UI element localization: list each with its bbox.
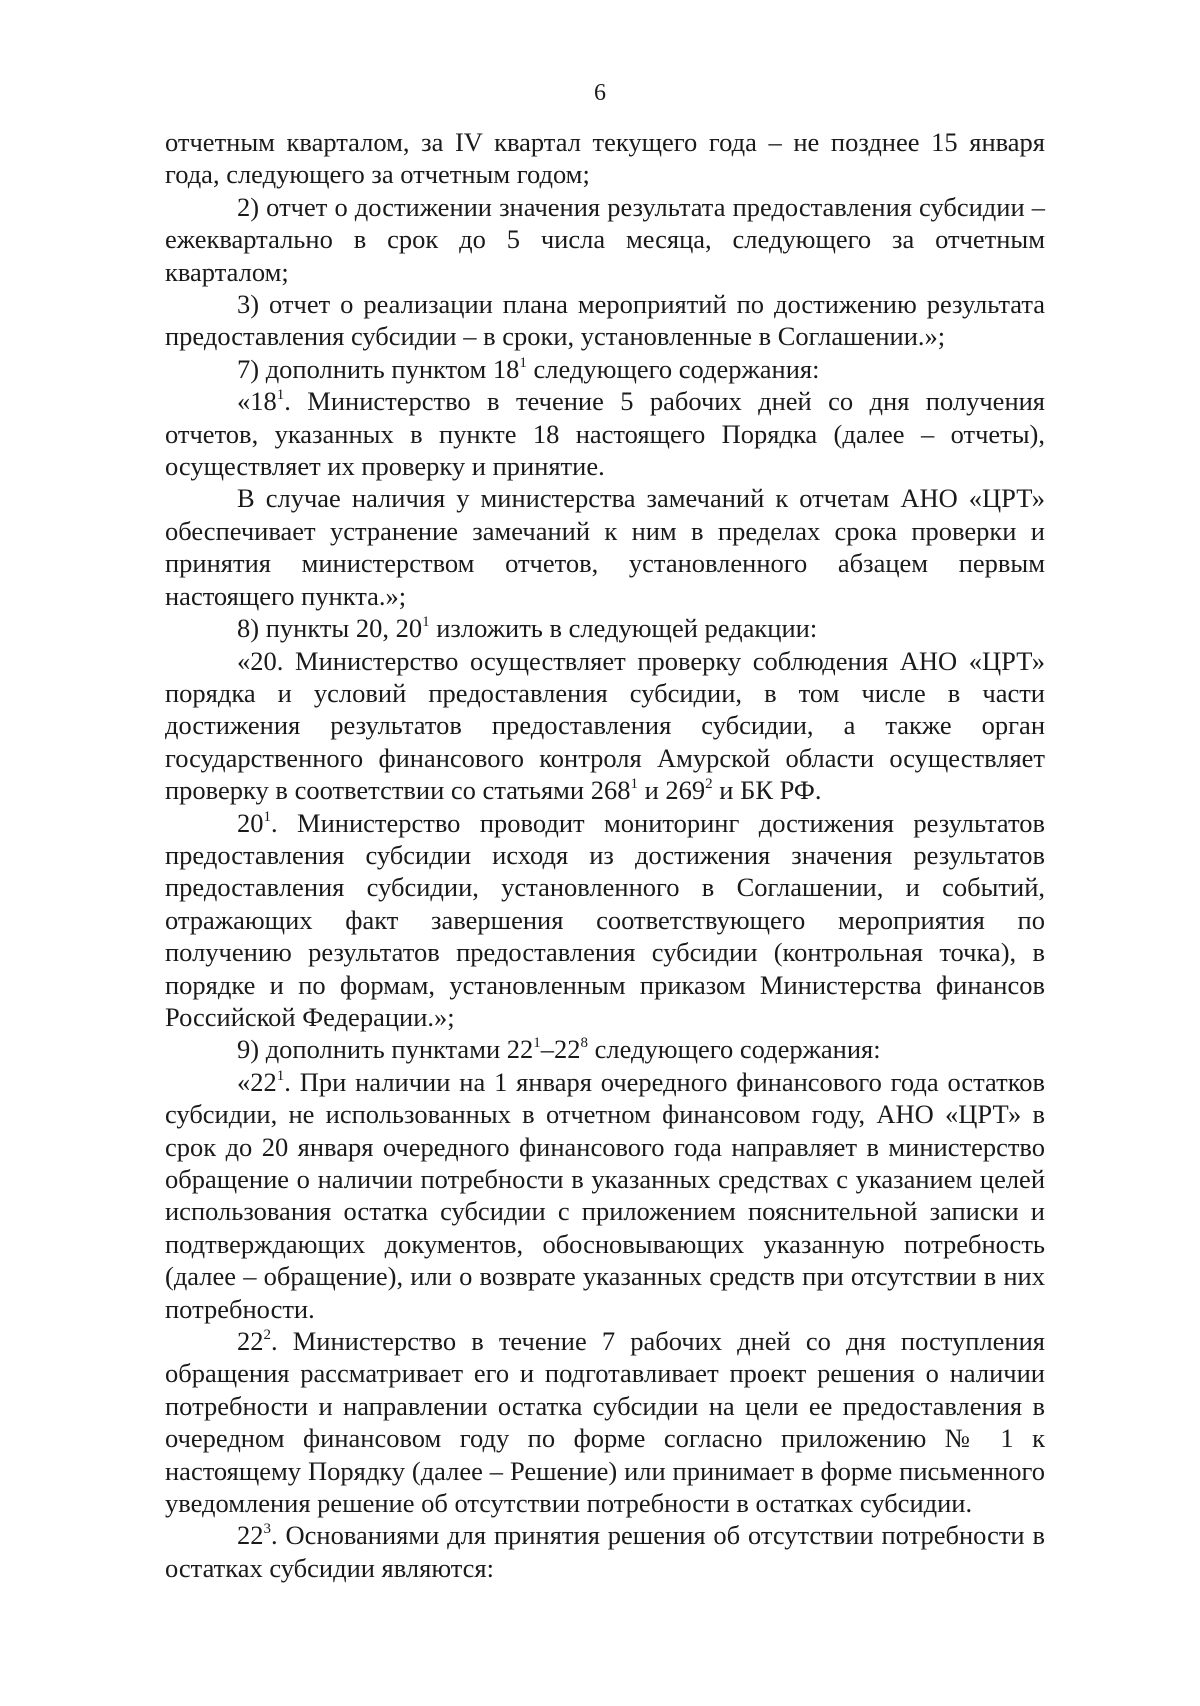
superscript: 1	[630, 776, 638, 793]
paragraph: 3) отчет о реализации плана мероприятий по достижению результата предоставления субсидии – в сроки, установленные в Соглашении.»;	[165, 289, 1045, 352]
paragraph: $22^2$. Министерство в течение 7 рабочих дней со дня поступления обращения рассматривает его и подготавливает проект решения о наличии потребности и направлении остатка субсидии на цели ее предоставления в очередном финансовом году по форме согласно приложению № 1 к настоящему Порядку (далее – Решение) или принимает в форме письменного уведомления решение об отсутствии потребности в остатках субсидии.	[165, 1326, 1045, 1519]
document-body	[165, 126, 1045, 1584]
superscript: 2	[263, 1327, 271, 1344]
superscript: 3	[263, 1521, 271, 1538]
paragraph: «$18^1$. Министерство в течение 5 рабочих дней со дня получения отчетов, указанных в пункте 18 настоящего Порядка (далее – отчеты), осуществляет их проверку и принятие.	[165, 386, 1045, 482]
page-number: 6	[594, 80, 606, 106]
superscript: 1	[519, 354, 527, 371]
paragraph: «$22^1$. При наличии на 1 января очередного финансового года остатков субсидии, не использованных в отчетном финансовом году, АНО «ЦРТ» в срок до 20 января очередного финансового года направляет в министерство обращение о наличии потребности в указанных средствах с указанием целей использования остатка субсидии с приложением пояснительной записки и подтверждающих документов, обосновывающих указанную потребность (далее – обращение), или о возврате указанных средств при отсутствии в них потребности.	[165, 1066, 1045, 1324]
superscript: 1	[263, 808, 271, 825]
paragraph: 7) дополнить пунктом $18^1$ следующего содержания:	[237, 353, 820, 384]
superscript: 1	[276, 387, 285, 404]
superscript: 8	[580, 1035, 589, 1052]
superscript: 1	[422, 614, 430, 631]
superscript: 1	[276, 1067, 285, 1084]
paragraph: отчетным кварталом, за IV квартал текущего года – не позднее 15 января года, следующего за отчетным годом;	[165, 127, 1045, 190]
paragraph: 2) отчет о достижении значения результата предоставления субсидии – ежеквартально в срок до 5 числа месяца, следующего за отчетным кварталом;	[165, 191, 1045, 287]
paragraph: $20^1$. Министерство проводит мониторинг достижения результатов предоставления субсидии исходя из достижения значения результатов предоставления субсидии, установленного в Соглашении, и событий, отражающих факт завершения соответствующего мероприятия по получению результатов предоставления субсидии (контрольная точка), в порядке и по формам, установленным приказом Министерства финансов Российской Федерации.»;	[165, 807, 1045, 1032]
superscript: 1	[533, 1035, 541, 1052]
paragraph: В случае наличия у министерства замечаний к отчетам АНО «ЦРТ» обеспечивает устранение замечаний к ним в пределах срока проверки и принятия министерством отчетов, установленного абзацем первым настоящего пункта.»;	[165, 483, 1045, 611]
paragraph: 8) пункты 20, $20^1$ изложить в следующей редакции:	[237, 613, 818, 644]
paragraph: $22^3$. Основаниями для принятия решения об отсутствии потребности в остатках субсидии являются:	[165, 1520, 1045, 1583]
paragraph: 9) дополнить пунктами $22^1-22^8$ следующего содержания:	[237, 1034, 881, 1065]
paragraph: «20. Министерство осуществляет проверку соблюдения АНО «ЦРТ» порядка и условий предоставления субсидии, в том числе в части достижения результатов предоставления субсидии, а также орган государственного финансового контроля Амурской области осуществляет проверку в соответствии со статьями $268^1$ и $269^2$ и БК РФ.	[165, 645, 1045, 806]
superscript: 2	[705, 776, 713, 793]
